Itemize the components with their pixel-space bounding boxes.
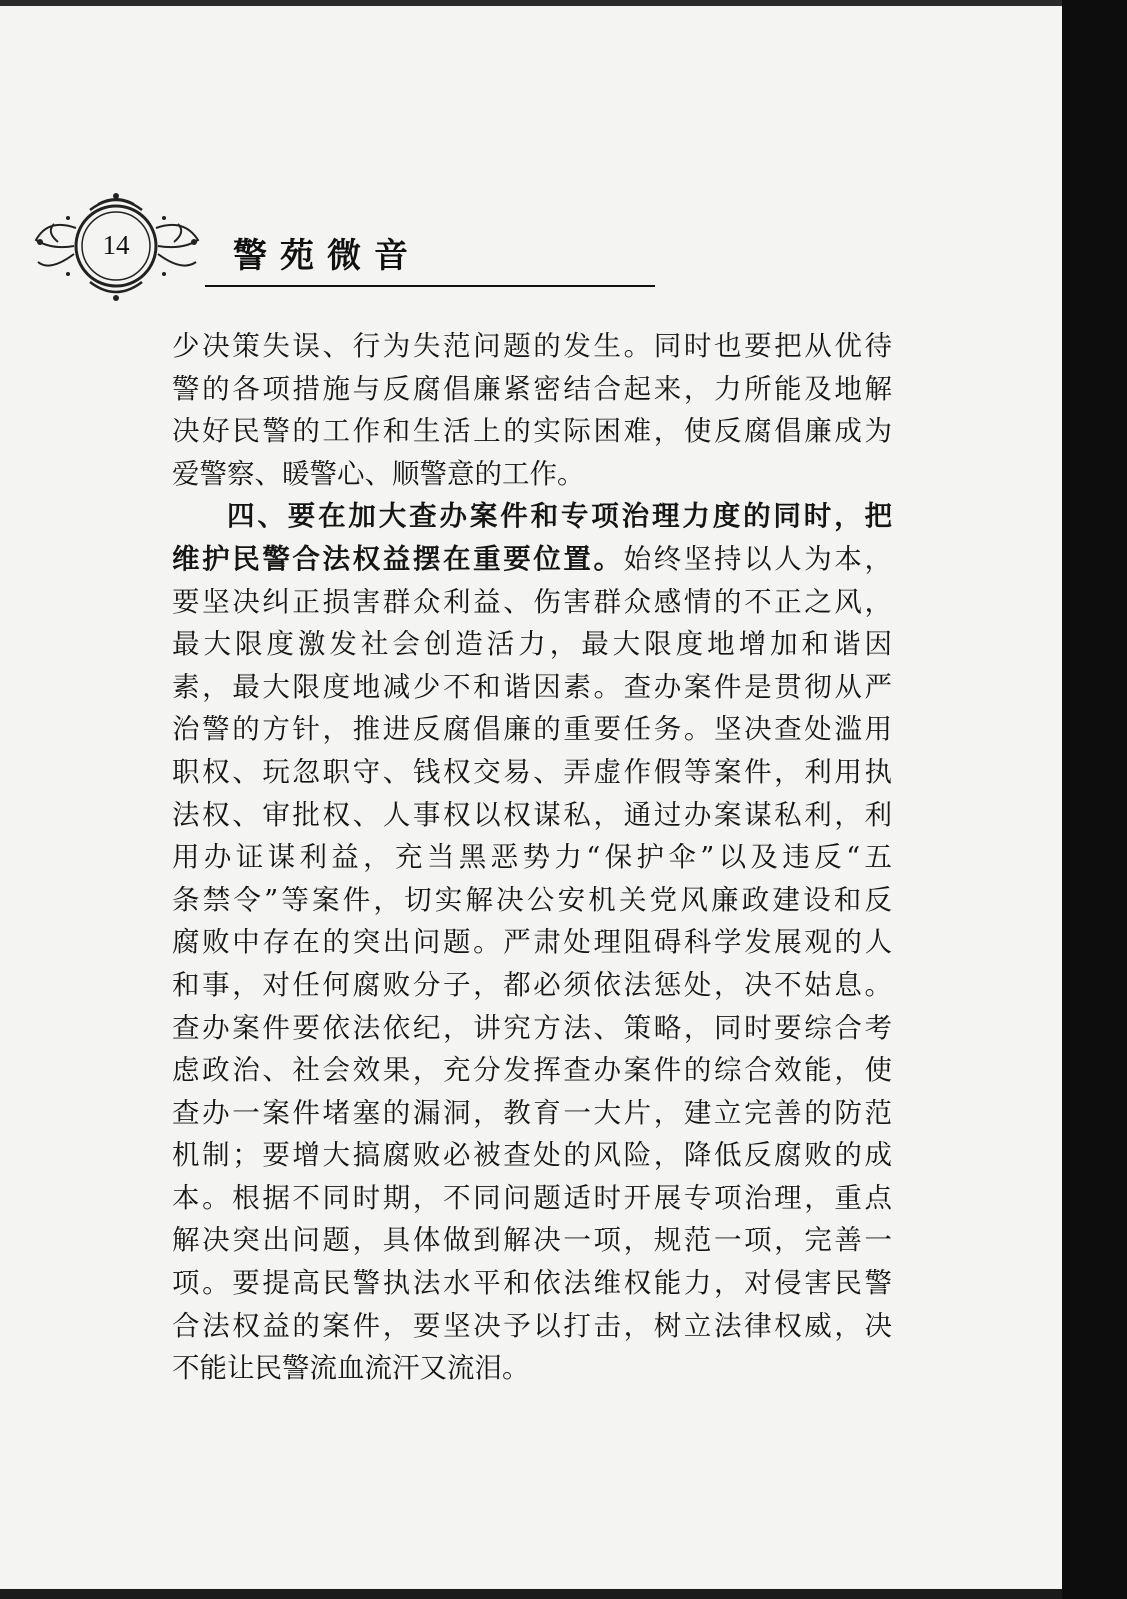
- running-title: 警苑微音: [233, 236, 421, 276]
- text-line: 不能让民警流血流汗又流泪。: [172, 1352, 530, 1385]
- section-heading-bold: 维护民警合法权益摆在重要位置。: [172, 542, 624, 575]
- body-text: [172, 325, 892, 1390]
- text-line: 用办证谋利益，充当黑恶势力“保护伞”以及违反“五: [172, 841, 892, 874]
- text-line: [172, 538, 892, 581]
- text-line: 合法权益的案件，要坚决予以打击，树立法律权威，决: [172, 1309, 892, 1342]
- text-line: 查办一案件堵塞的漏洞，教育一大片，建立完善的防范: [172, 1096, 892, 1129]
- text-line: 条禁令”等案件，切实解决公安机关党风廉政建设和反: [172, 883, 892, 916]
- text-line: 和事，对任何腐败分子，都必须依法惩处，决不姑息。: [172, 968, 892, 1001]
- text-line: 少决策失误、行为失范问题的发生。同时也要把从优待: [172, 330, 892, 362]
- text-line: 要坚决纠正损害群众利益、伤害群众感情的不正之风，: [172, 585, 892, 618]
- text-line: 查办案件要依法依纪，讲究方法、策略，同时要综合考: [172, 1011, 892, 1044]
- text-line: 法权、审批权、人事权以权谋私，通过办案谋私利，利: [172, 798, 892, 831]
- text-line: 腐败中存在的突出问题。严肃处理阻碍科学发展观的人: [172, 926, 892, 959]
- section-heading-line: 四、要在加大查办案件和专项治理力度的同时，把: [227, 500, 892, 533]
- text-line: 素，最大限度地减少不和谐因素。查办案件是贯彻从严: [172, 670, 892, 703]
- text-span: 始终坚持以人为本，: [623, 542, 893, 575]
- scan-border-top: [0, 0, 1062, 6]
- text-line: 机制；要增大搞腐败必被查处的风险，降低反腐败的成: [172, 1139, 892, 1172]
- text-line: 解决突出问题，具体做到解决一项，规范一项，完善一: [172, 1224, 892, 1257]
- text-line: 警的各项措施与反腐倡廉紧密结合起来，力所能及地解: [172, 372, 892, 405]
- text-line: 决好民警的工作和生活上的实际困难，使反腐倡廉成为: [172, 415, 892, 448]
- text-line: 最大限度激发社会创造活力，最大限度地增加和谐因: [172, 628, 892, 661]
- text-line: 项。要提高民警执法水平和依法维权能力，对侵害民警: [172, 1267, 892, 1300]
- text-line: 职权、玩忽职守、钱权交易、弄虚作假等案件，利用执: [172, 755, 892, 788]
- text-line: 治警的方针，推进反腐倡廉的重要任务。坚决查处滥用: [172, 713, 892, 746]
- text-line: 虑政治、社会效果，充分发挥查办案件的综合效能，使: [172, 1054, 892, 1087]
- page-number: 14: [102, 230, 130, 260]
- scan-border-bottom: [0, 1589, 1062, 1599]
- text-line: 爱警察、暖警心、顺警意的工作。: [172, 457, 585, 490]
- header-rule: [205, 285, 655, 287]
- text-line: 本。根据不同时期，不同问题适时开展专项治理，重点: [172, 1181, 892, 1214]
- scan-border-right: [1062, 0, 1127, 1599]
